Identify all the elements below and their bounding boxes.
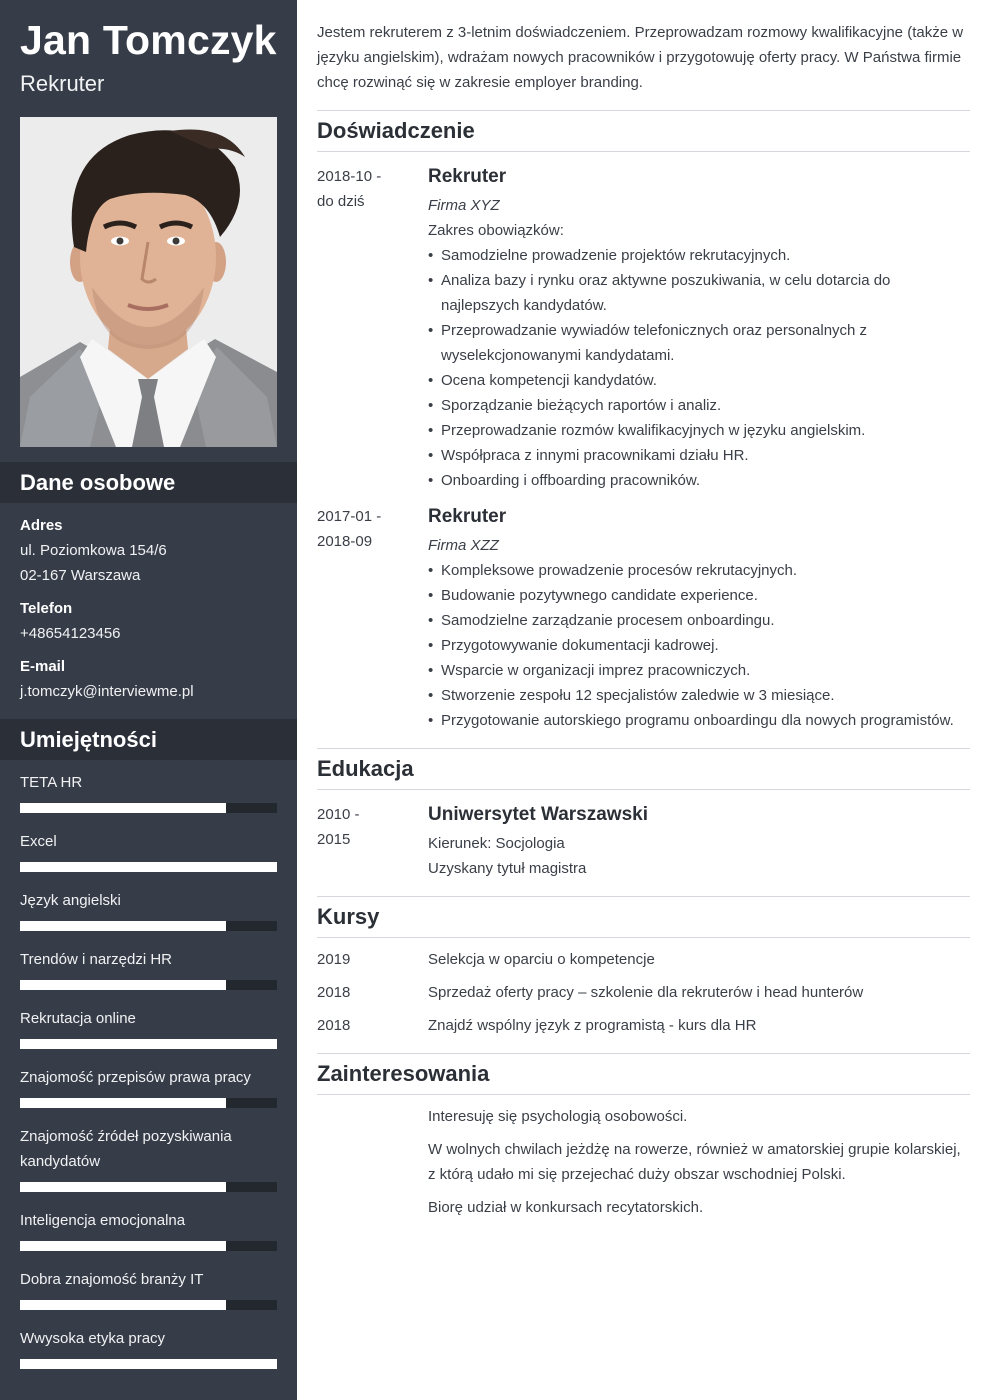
list-item: • Onboarding i offboarding pracowników.	[428, 468, 970, 493]
course-name: Sprzedaż oferty pracy – szkolenie dla rekruterów i head hunterów	[428, 984, 864, 1001]
skill-level-fill	[20, 921, 226, 931]
list-item: • Przeprowadzanie wywiadów telefonicznych oraz personalnych z wyselekcjonowanymi kandydatami.	[428, 318, 970, 368]
skill-level-fill	[20, 1039, 277, 1049]
list-item: • Przeprowadzanie rozmów kwalifikacyjnych w języku angielskim.	[428, 418, 970, 443]
education-content	[428, 802, 970, 881]
experience-date	[317, 504, 417, 554]
job-title: Rekruter	[428, 166, 507, 187]
interests-content	[428, 1104, 970, 1220]
skill-name: Rekrutacja online	[20, 1010, 136, 1027]
email-label: E-mail	[20, 658, 66, 675]
skill-level-fill	[20, 803, 226, 813]
date-to: 2018-09	[317, 533, 373, 550]
address-line-1: ul. Poziomkowa 154/6	[20, 542, 167, 559]
date-from: 2010 -	[317, 806, 360, 823]
skill-name: TETA HR	[20, 774, 83, 791]
education-heading: Edukacja	[317, 748, 970, 790]
degree: Uzyskany tytuł magistra	[428, 860, 587, 877]
interest-item: Biorę udział w konkursach recytatorskich.	[428, 1199, 704, 1216]
skill-bar	[20, 1098, 277, 1108]
skill-name: Wwysoka etyka pracy	[20, 1330, 166, 1347]
interest-item: Interesuję się psychologią osobowości.	[428, 1108, 688, 1125]
skill-level-fill	[20, 1098, 226, 1108]
skill-item	[20, 829, 277, 872]
skill-level-fill	[20, 1300, 226, 1310]
skill-item	[20, 1267, 277, 1310]
list-item: • Samodzielne zarządzanie procesem onboardingu.	[428, 608, 970, 633]
experience-content	[428, 504, 970, 733]
profile-photo	[20, 117, 277, 447]
skill-item	[20, 888, 277, 931]
skill-item	[20, 947, 277, 990]
duties-list	[428, 243, 970, 493]
phone-value: +48654123456	[20, 625, 121, 642]
school-name: Uniwersytet Warszawski	[428, 804, 648, 825]
skill-bar	[20, 1241, 277, 1251]
list-item: • Współpraca z innymi pracownikami działu HR.	[428, 443, 970, 468]
list-item: • Budowanie pozytywnego candidate experience.	[428, 583, 970, 608]
email-value: j.tomczyk@interviewme.pl	[20, 683, 194, 700]
course-name: Selekcja w oparciu o kompetencje	[428, 951, 655, 968]
skill-item	[20, 1326, 277, 1369]
list-item: • Ocena kompetencji kandydatów.	[428, 368, 970, 393]
skill-bar	[20, 862, 277, 872]
personal-data	[20, 513, 280, 704]
personal-data-heading: Dane osobowe	[0, 462, 297, 503]
date-from: 2017-01 -	[317, 508, 382, 525]
candidate-name: Jan Tomczyk	[20, 17, 277, 63]
list-item: • Analiza bazy i rynku oraz aktywne poszukiwania, w celu dotarcia do najlepszych kandydatów.	[428, 268, 970, 318]
course-year: 2018	[317, 984, 351, 1001]
list-item: • Samodzielne prowadzenie projektów rekrutacyjnych.	[428, 243, 970, 268]
skill-level-fill	[20, 980, 226, 990]
job-title: Rekruter	[428, 506, 507, 527]
interests-heading: Zainteresowania	[317, 1053, 970, 1095]
experience-content	[428, 164, 970, 493]
date-from: 2018-10 -	[317, 168, 382, 185]
skill-bar	[20, 1300, 277, 1310]
list-item: • Wsparcie w organizacji imprez pracowniczych.	[428, 658, 970, 683]
field-of-study: Kierunek: Socjologia	[428, 835, 565, 852]
list-item: • Kompleksowe prowadzenie procesów rekrutacyjnych.	[428, 558, 970, 583]
list-item: • Stworzenie zespołu 12 specjalistów zaledwie w 3 miesiące.	[428, 683, 970, 708]
skill-name: Excel	[20, 833, 57, 850]
date-to: do dziś	[317, 193, 365, 210]
skill-bar	[20, 1182, 277, 1192]
education-date	[317, 802, 417, 852]
skill-bar	[20, 1039, 277, 1049]
skill-item	[20, 1006, 277, 1049]
skill-name: Znajomość źródeł pozyskiwania kandydatów	[20, 1128, 232, 1170]
candidate-role: Rekruter	[20, 71, 105, 96]
course-year: 2018	[317, 1017, 351, 1034]
skill-item	[20, 770, 277, 813]
skill-level-fill	[20, 1241, 226, 1251]
course-year: 2019	[317, 951, 351, 968]
address-line-2: 02-167 Warszawa	[20, 567, 141, 584]
skill-bar	[20, 921, 277, 931]
list-item: • Sporządzanie bieżących raportów i analiz.	[428, 393, 970, 418]
interest-item: W wolnych chwilach jeżdżę na rowerze, również w amatorskiej grupie kolarskiej, z którą udało mi się przejechać duży obszar wschodniej Polski.	[428, 1141, 961, 1183]
skill-bar	[20, 980, 277, 990]
experience-date	[317, 164, 417, 214]
skill-name: Znajomość przepisów prawa pracy	[20, 1069, 251, 1086]
courses-heading: Kursy	[317, 896, 970, 938]
address-label: Adres	[20, 517, 63, 534]
skill-level-fill	[20, 862, 277, 872]
skill-name: Inteligencja emocjonalna	[20, 1212, 186, 1229]
phone-label: Telefon	[20, 600, 73, 617]
skill-name: Trendów i narzędzi HR	[20, 951, 172, 968]
course-name: Znajdź wspólny język z programistą - kurs dla HR	[428, 1017, 757, 1034]
date-to: 2015	[317, 831, 351, 848]
skill-name: Język angielski	[20, 892, 121, 909]
company-name: Firma XZZ	[428, 537, 499, 554]
skill-level-fill	[20, 1359, 277, 1369]
company-name: Firma XYZ	[428, 197, 500, 214]
experience-heading: Doświadczenie	[317, 110, 970, 152]
skill-bar	[20, 803, 277, 813]
skill-name: Dobra znajomość branży IT	[20, 1271, 204, 1288]
duties-list	[428, 558, 970, 733]
skill-item	[20, 1124, 277, 1192]
list-item: • Przygotowanie autorskiego programu onboardingu dla nowych programistów.	[428, 708, 970, 733]
skills-heading: Umiejętności	[0, 719, 297, 760]
list-item: • Przygotowywanie dokumentacji kadrowej.	[428, 633, 970, 658]
scope-label: Zakres obowiązków:	[428, 222, 564, 239]
skill-level-fill	[20, 1182, 226, 1192]
skill-item	[20, 1065, 277, 1108]
skill-item	[20, 1208, 277, 1251]
sidebar	[0, 0, 297, 1400]
skill-bar	[20, 1359, 277, 1369]
profile-summary: Jestem rekruterem z 3-letnim doświadczeniem. Przeprowadzam rozmowy kwalifikacyjne (także w języku angielskim), wdrażam nowych pracowników i przygotowuję oferty pracy. W Państwa firmie chcę rozwinąć się w zakresie employer branding.	[317, 24, 964, 91]
